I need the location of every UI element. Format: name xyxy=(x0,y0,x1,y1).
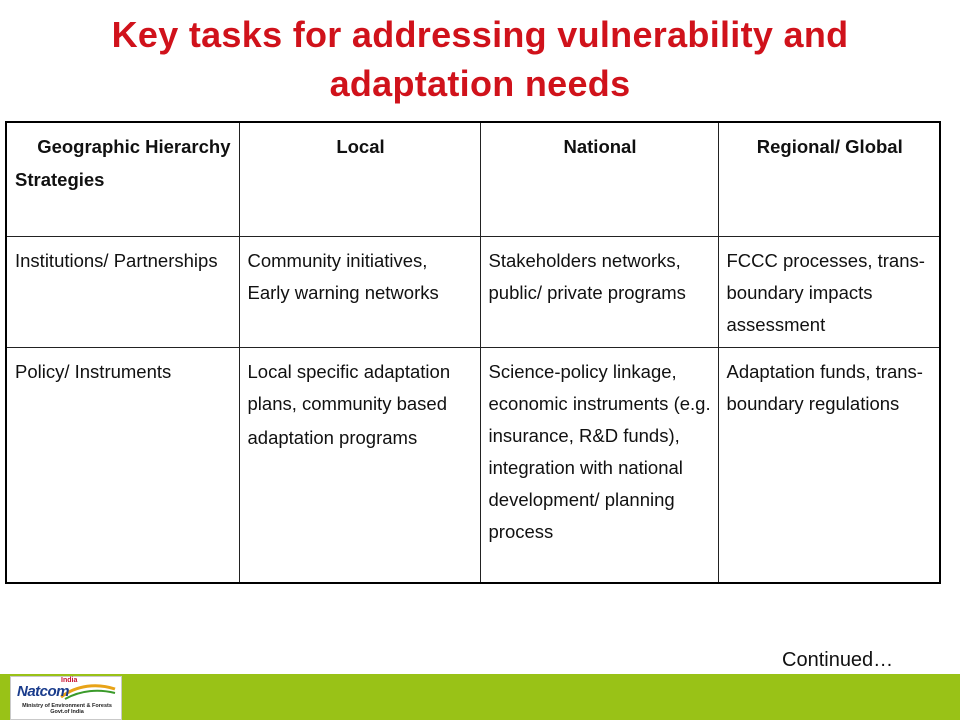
footer-bar xyxy=(0,674,960,720)
national-cell: Stakeholders networks, public/ private programs xyxy=(480,237,718,348)
logo-ministry-line2: Govt.of India xyxy=(50,709,84,715)
column-header-regional: Regional/ Global xyxy=(718,122,940,237)
strategies-label: Strategies xyxy=(15,169,105,190)
logo-name: Natcom xyxy=(17,683,70,700)
logo-ministry xyxy=(15,703,119,715)
strategy-table xyxy=(5,121,941,584)
continued-label: Continued… xyxy=(782,649,894,671)
table-row xyxy=(6,237,940,348)
table-header-row xyxy=(6,122,940,237)
strategy-cell: Institutions/ Partnerships xyxy=(6,237,239,348)
column-header-national: National xyxy=(480,122,718,237)
header-corner-cell xyxy=(6,122,239,237)
local-cell: Community initiatives, Early warning networks xyxy=(239,237,480,348)
column-header-local: Local xyxy=(239,122,480,237)
table-row xyxy=(6,348,940,584)
local-cell xyxy=(239,348,480,584)
slide-title xyxy=(40,10,920,108)
regional-cell: Adaptation funds, trans-boundary regulations xyxy=(718,348,940,584)
logo-country: India xyxy=(61,677,78,684)
slide-title-line1: Key tasks for addressing vulnerability and xyxy=(111,14,849,55)
logo-ministry-line1: Ministry of Environment & Forests xyxy=(22,703,112,709)
regional-cell: FCCC processes, trans-boundary impacts assessment xyxy=(718,237,940,348)
local-cell-paragraph: adaptation programs xyxy=(247,427,418,448)
geographic-hierarchy-label: Geographic Hierarchy xyxy=(37,136,231,157)
local-cell-paragraph: Local specific adaptation plans, community based xyxy=(247,361,451,414)
slide-title-line2: adaptation needs xyxy=(329,63,631,104)
national-cell: Science-policy linkage, economic instruments (e.g. insurance, R&D funds), integration with national development/ planning process xyxy=(480,348,718,584)
natcom-logo xyxy=(10,676,122,720)
strategy-cell: Policy/ Instruments xyxy=(6,348,239,584)
